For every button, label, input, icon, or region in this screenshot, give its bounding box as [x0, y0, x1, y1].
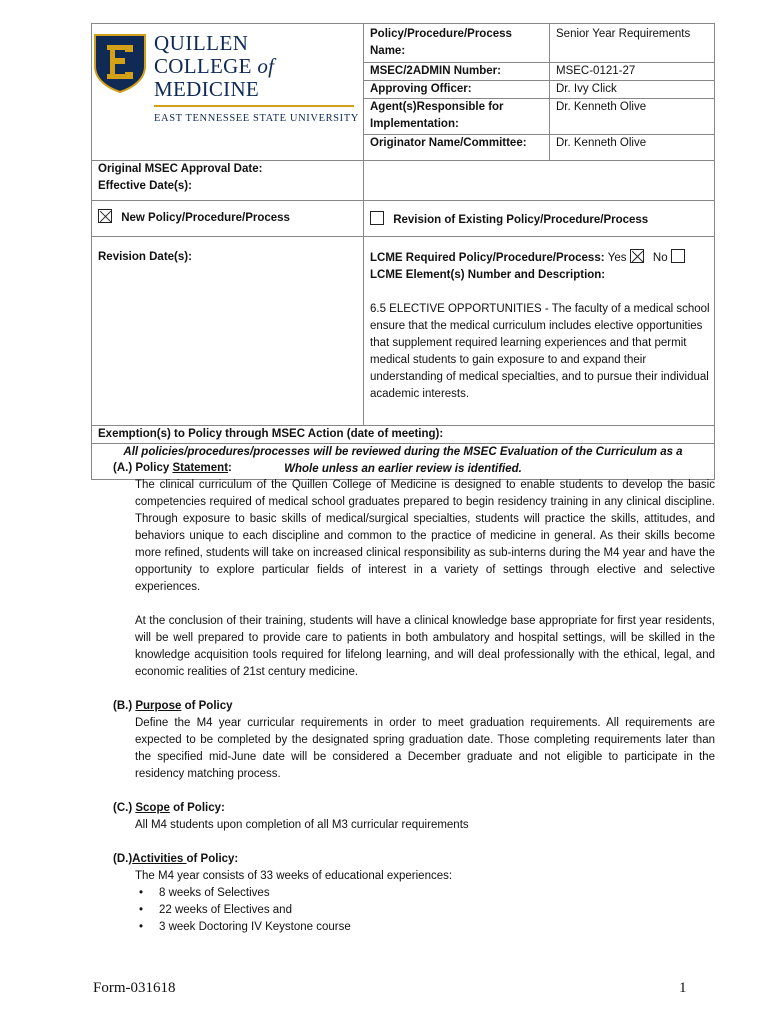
section-c-paragraph: All M4 students upon completion of all M3 curricular requirements	[135, 819, 469, 831]
list-item: • 3 week Doctoring IV Keystone course	[135, 919, 715, 936]
lcme-yes-label: Yes	[607, 252, 627, 264]
section-d	[113, 851, 715, 936]
agent-value: Dr. Kenneth Olive	[550, 99, 715, 135]
form-number: Form-031618	[93, 980, 176, 996]
policy-name-label: Policy/Procedure/Process Name:	[364, 24, 550, 63]
exemption-label: Exemption(s) to Policy through MSEC Action (date of meeting):	[92, 426, 715, 444]
logo-rule	[154, 105, 354, 107]
logo-line1: QUILLEN	[154, 31, 249, 55]
lcme-yes-checkbox[interactable]	[630, 249, 644, 263]
section-a	[113, 460, 715, 681]
section-b-paragraph: Define the M4 year curricular requirements in order to meet graduation requirements. All requirements are expected to be completed by the designated spring graduation date. Those completing requirements later than the specified mid-June date will be considered a December graduate and not eligible to participate in the residency matching process.	[135, 717, 715, 780]
section-c	[113, 800, 715, 834]
approval-dates-blank	[364, 161, 715, 201]
lcme-element-text: 6.5 ELECTIVE OPPORTUNITIES - The faculty of a medical school ensure that the medical curriculum includes elective opportunities that supplement required learning experiences and that permit medical students to gain exposure to and expand their understanding of medical specialties, and to pursue their individual academic interests.	[370, 303, 710, 400]
logo-line3: EAST TENNESSEE STATE UNIVERSITY	[154, 113, 359, 124]
policy-header-table	[91, 23, 715, 480]
section-c-heading: (C.) Scope of Policy:	[113, 802, 225, 814]
review-note-line1: All policies/procedures/processes will be reviewed during the MSEC Evaluation of the Curriculum as a	[123, 446, 683, 458]
section-a-paragraph-2: At the conclusion of their training, students will have a clinical knowledge base appropriate for first year residents, will be well prepared to provide care to patients in both ambulatory and hospital settings, will be skilled in the knowledge acquisition tools required for lifelong learning, and will deal professionally with the ethical, legal, and economic realities of 21st century medicine.	[135, 615, 715, 678]
section-a-paragraph-1: The clinical curriculum of the Quillen College of Medicine is designed to enable students to develop the basic competencies required of medical school graduates prepared to begin residency training in any clinical discipline. Through exposure to basic skills of medical/surgical specialties, students will practice the skills, attitudes, and behaviors unique to each discipline and common to the practice of medicine in general. As their skills become more refined, students will take on increased clinical responsibility as sub-interns during the M4 year and have the opportunity to explore particular fields of interest in a variety of settings through elective and selective experiences.	[135, 479, 715, 593]
revision-dates-label: Revision Date(s):	[92, 237, 364, 426]
section-b	[113, 698, 715, 783]
logo-line2: COLLEGE of MEDICINE	[154, 54, 275, 101]
effective-dates-label: Effective Date(s):	[98, 180, 192, 192]
new-policy-cell	[92, 201, 364, 237]
lcme-element-label: LCME Element(s) Number and Description:	[370, 269, 606, 281]
logo-cell	[92, 24, 364, 161]
msec-number-label: MSEC/2ADMIN Number:	[364, 63, 550, 81]
original-approval-label: Original MSEC Approval Date:	[98, 163, 263, 175]
list-item: • 22 weeks of Electives and	[135, 902, 715, 919]
lcme-required-label: LCME Required Policy/Procedure/Process:	[370, 252, 605, 264]
lcme-no-label: No	[652, 252, 668, 264]
section-d-paragraph: The M4 year consists of 33 weeks of educational experiences:	[135, 870, 453, 882]
section-b-heading: (B.) Purpose of Policy	[113, 700, 233, 712]
lcme-cell	[364, 237, 715, 426]
approving-officer-label: Approving Officer:	[364, 81, 550, 99]
college-logo	[92, 28, 363, 127]
page-number: 1	[679, 980, 687, 996]
originator-value: Dr. Kenneth Olive	[550, 135, 715, 161]
revision-existing-checkbox[interactable]	[370, 211, 384, 225]
etsu-shield-icon	[92, 32, 148, 94]
list-item: • 8 weeks of Selectives	[135, 885, 715, 902]
revision-existing-label: Revision of Existing Policy/Procedure/Process	[393, 214, 649, 226]
new-policy-checkbox[interactable]	[98, 209, 112, 223]
originator-label: Originator Name/Committee:	[364, 135, 550, 161]
new-policy-label: New Policy/Procedure/Process	[121, 212, 290, 224]
policy-body	[113, 460, 715, 953]
review-note-line2: Whole unless an earlier review is identified.	[284, 463, 522, 475]
approving-officer-value: Dr. Ivy Click	[550, 81, 715, 99]
section-a-heading: (A.) Policy Statement:	[113, 462, 232, 474]
lcme-required-row	[370, 249, 708, 267]
section-d-bullet-list	[135, 885, 715, 936]
approval-dates-cell	[92, 161, 364, 201]
agent-label: Agent(s)Responsible for Implementation:	[364, 99, 550, 135]
policy-name-value: Senior Year Requirements	[550, 24, 715, 63]
msec-number-value: MSEC-0121-27	[550, 63, 715, 81]
section-d-heading: (D.)Activities of Policy:	[113, 853, 239, 865]
revision-existing-cell	[364, 201, 715, 237]
lcme-no-checkbox[interactable]	[671, 249, 685, 263]
